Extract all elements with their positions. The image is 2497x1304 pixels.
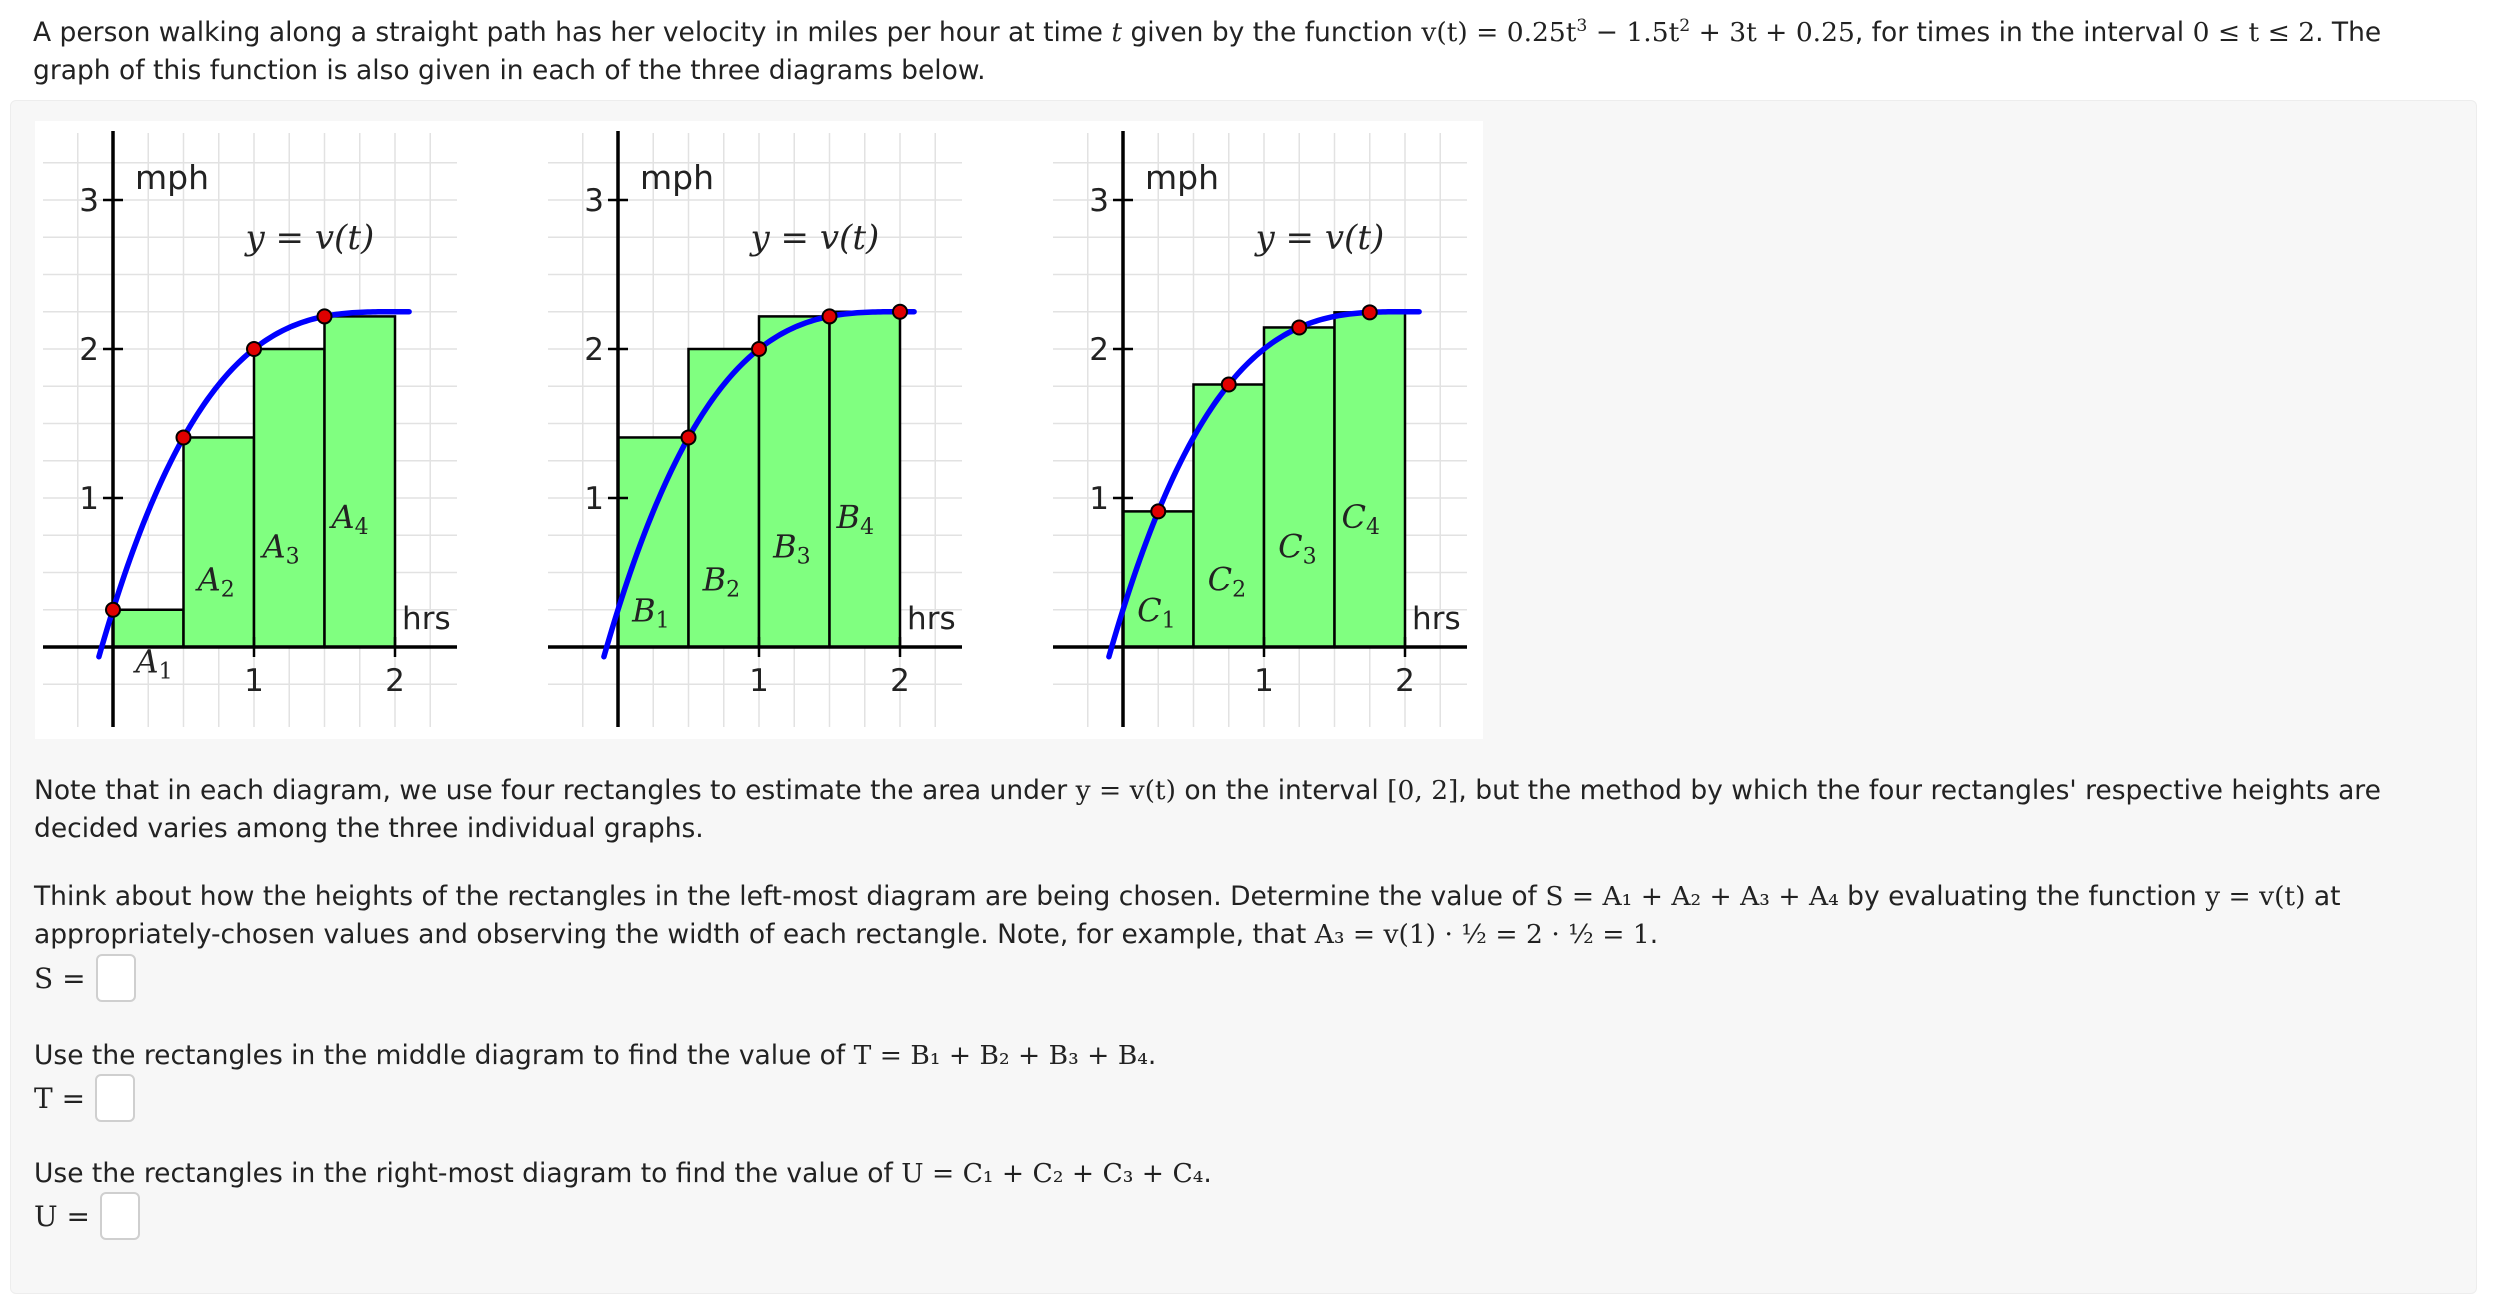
rectangle-label: A4 [331, 497, 369, 540]
sample-point [106, 603, 120, 617]
rectangle-a2 [184, 437, 255, 647]
velocity-function: $v(t) = 0.25t^3 - 1.5t^2 + 3t + 0.25$ [1421, 16, 1855, 48]
y-tick-label: 1 [79, 481, 99, 517]
x-tick-label: 1 [1254, 663, 1274, 699]
question-s-text: Think about how the heights of the rectangles in the left-most diagram are being chosen. Determine the value of S = A₁ + A₂ + A₃ + A₄ by evaluating the function y = v(t) at appropriately-chosen values and observing the width of each rectangle. Note, for example, that A₃ = v(1) · ½ = 2 · ½ = 1. [34, 881, 2341, 950]
rectangle-label: A1 [135, 642, 173, 685]
y-tick-label: 2 [1089, 332, 1109, 368]
y-tick-label: 2 [79, 332, 99, 368]
answer-input-t[interactable] [95, 1074, 135, 1122]
answer-label-s: S = [34, 961, 86, 995]
x-tick-label: 2 [385, 663, 405, 699]
rectangle-label: B1 [632, 591, 670, 634]
sample-point [823, 309, 837, 323]
y-tick-label: 2 [584, 332, 604, 368]
sample-point [247, 342, 261, 356]
left-diagram [35, 121, 465, 739]
rectangle-c4 [1335, 312, 1406, 647]
curve-label: y = v(t) [750, 218, 880, 258]
curve-label: y = v(t) [245, 218, 375, 258]
rectangle-label: C2 [1207, 560, 1247, 603]
rectangle-label: B2 [702, 560, 741, 603]
answer-row-s [34, 951, 136, 1005]
sample-point [1222, 378, 1236, 392]
x-axis-unit: hrs [402, 601, 451, 637]
diagrams-area [35, 121, 1483, 739]
answer-row-t [34, 1071, 135, 1125]
sample-point [893, 305, 907, 319]
answer-row-u [34, 1189, 140, 1243]
x-tick-label: 2 [890, 663, 910, 699]
sample-point [682, 430, 696, 444]
answer-label-u: U = [34, 1199, 90, 1233]
sample-point [1151, 504, 1165, 518]
y-axis-unit: mph [640, 158, 715, 197]
y-tick-label: 3 [79, 183, 99, 219]
x-tick-label: 1 [749, 663, 769, 699]
rectangle-b3 [759, 316, 830, 647]
rectangle-c3 [1264, 327, 1335, 647]
x-axis-unit: hrs [1412, 601, 1461, 637]
problem-panel [10, 100, 2477, 1294]
middle-diagram [540, 121, 970, 739]
rectangle-label: A2 [197, 560, 235, 603]
answer-input-s[interactable] [96, 954, 136, 1002]
answer-input-u[interactable] [100, 1192, 140, 1240]
intro-text: A person walking along a straight path has her velocity in miles per hour at time t given by the function $v(t) = 0.25t^3 - 1.5t^2 + 3t + 0.25$, for times in the interval 0 ≤ t ≤ 2. The graph of this function is also given in each of the three diagrams below. [33, 16, 2382, 86]
answer-label-t: T = [34, 1081, 86, 1115]
x-axis-unit: hrs [907, 601, 956, 637]
rectangle-label: C1 [1137, 591, 1176, 634]
sample-point [1363, 305, 1377, 319]
y-tick-label: 1 [584, 481, 604, 517]
rectangle-label: B3 [773, 527, 811, 570]
question-u-text: Use the rectangles in the right-most diagram to find the value of U = C₁ + C₂ + C₃ + C₄. [34, 1158, 1212, 1189]
rectangle-b2 [689, 349, 760, 647]
y-tick-label: 3 [1089, 183, 1109, 219]
note-text: Note that in each diagram, we use four rectangles to estimate the area under y = v(t) on the interval [0, 2], but the method by which the four rectangles' respective heights are decided varies among the three individual graphs. [34, 775, 2381, 844]
sample-point [318, 309, 332, 323]
curve-label: y = v(t) [1255, 218, 1385, 258]
rectangle-a3 [254, 349, 325, 647]
rectangle-b4 [830, 312, 901, 647]
rectangle-label: B4 [836, 497, 875, 540]
x-tick-label: 2 [1395, 663, 1415, 699]
x-tick-label: 1 [244, 663, 264, 699]
right-diagram [1045, 121, 1475, 739]
question-t-text: Use the rectangles in the middle diagram to find the value of T = B₁ + B₂ + B₃ + B₄. [34, 1040, 1157, 1071]
sample-point [752, 342, 766, 356]
y-tick-label: 3 [584, 183, 604, 219]
sample-point [177, 430, 191, 444]
rectangle-label: C3 [1278, 527, 1317, 570]
y-axis-unit: mph [135, 158, 210, 197]
y-tick-label: 1 [1089, 481, 1109, 517]
y-axis-unit: mph [1145, 158, 1220, 197]
rectangle-label: C4 [1341, 497, 1381, 540]
rectangle-a4 [325, 316, 396, 647]
rectangle-label: A3 [262, 527, 300, 570]
sample-point [1292, 320, 1306, 334]
